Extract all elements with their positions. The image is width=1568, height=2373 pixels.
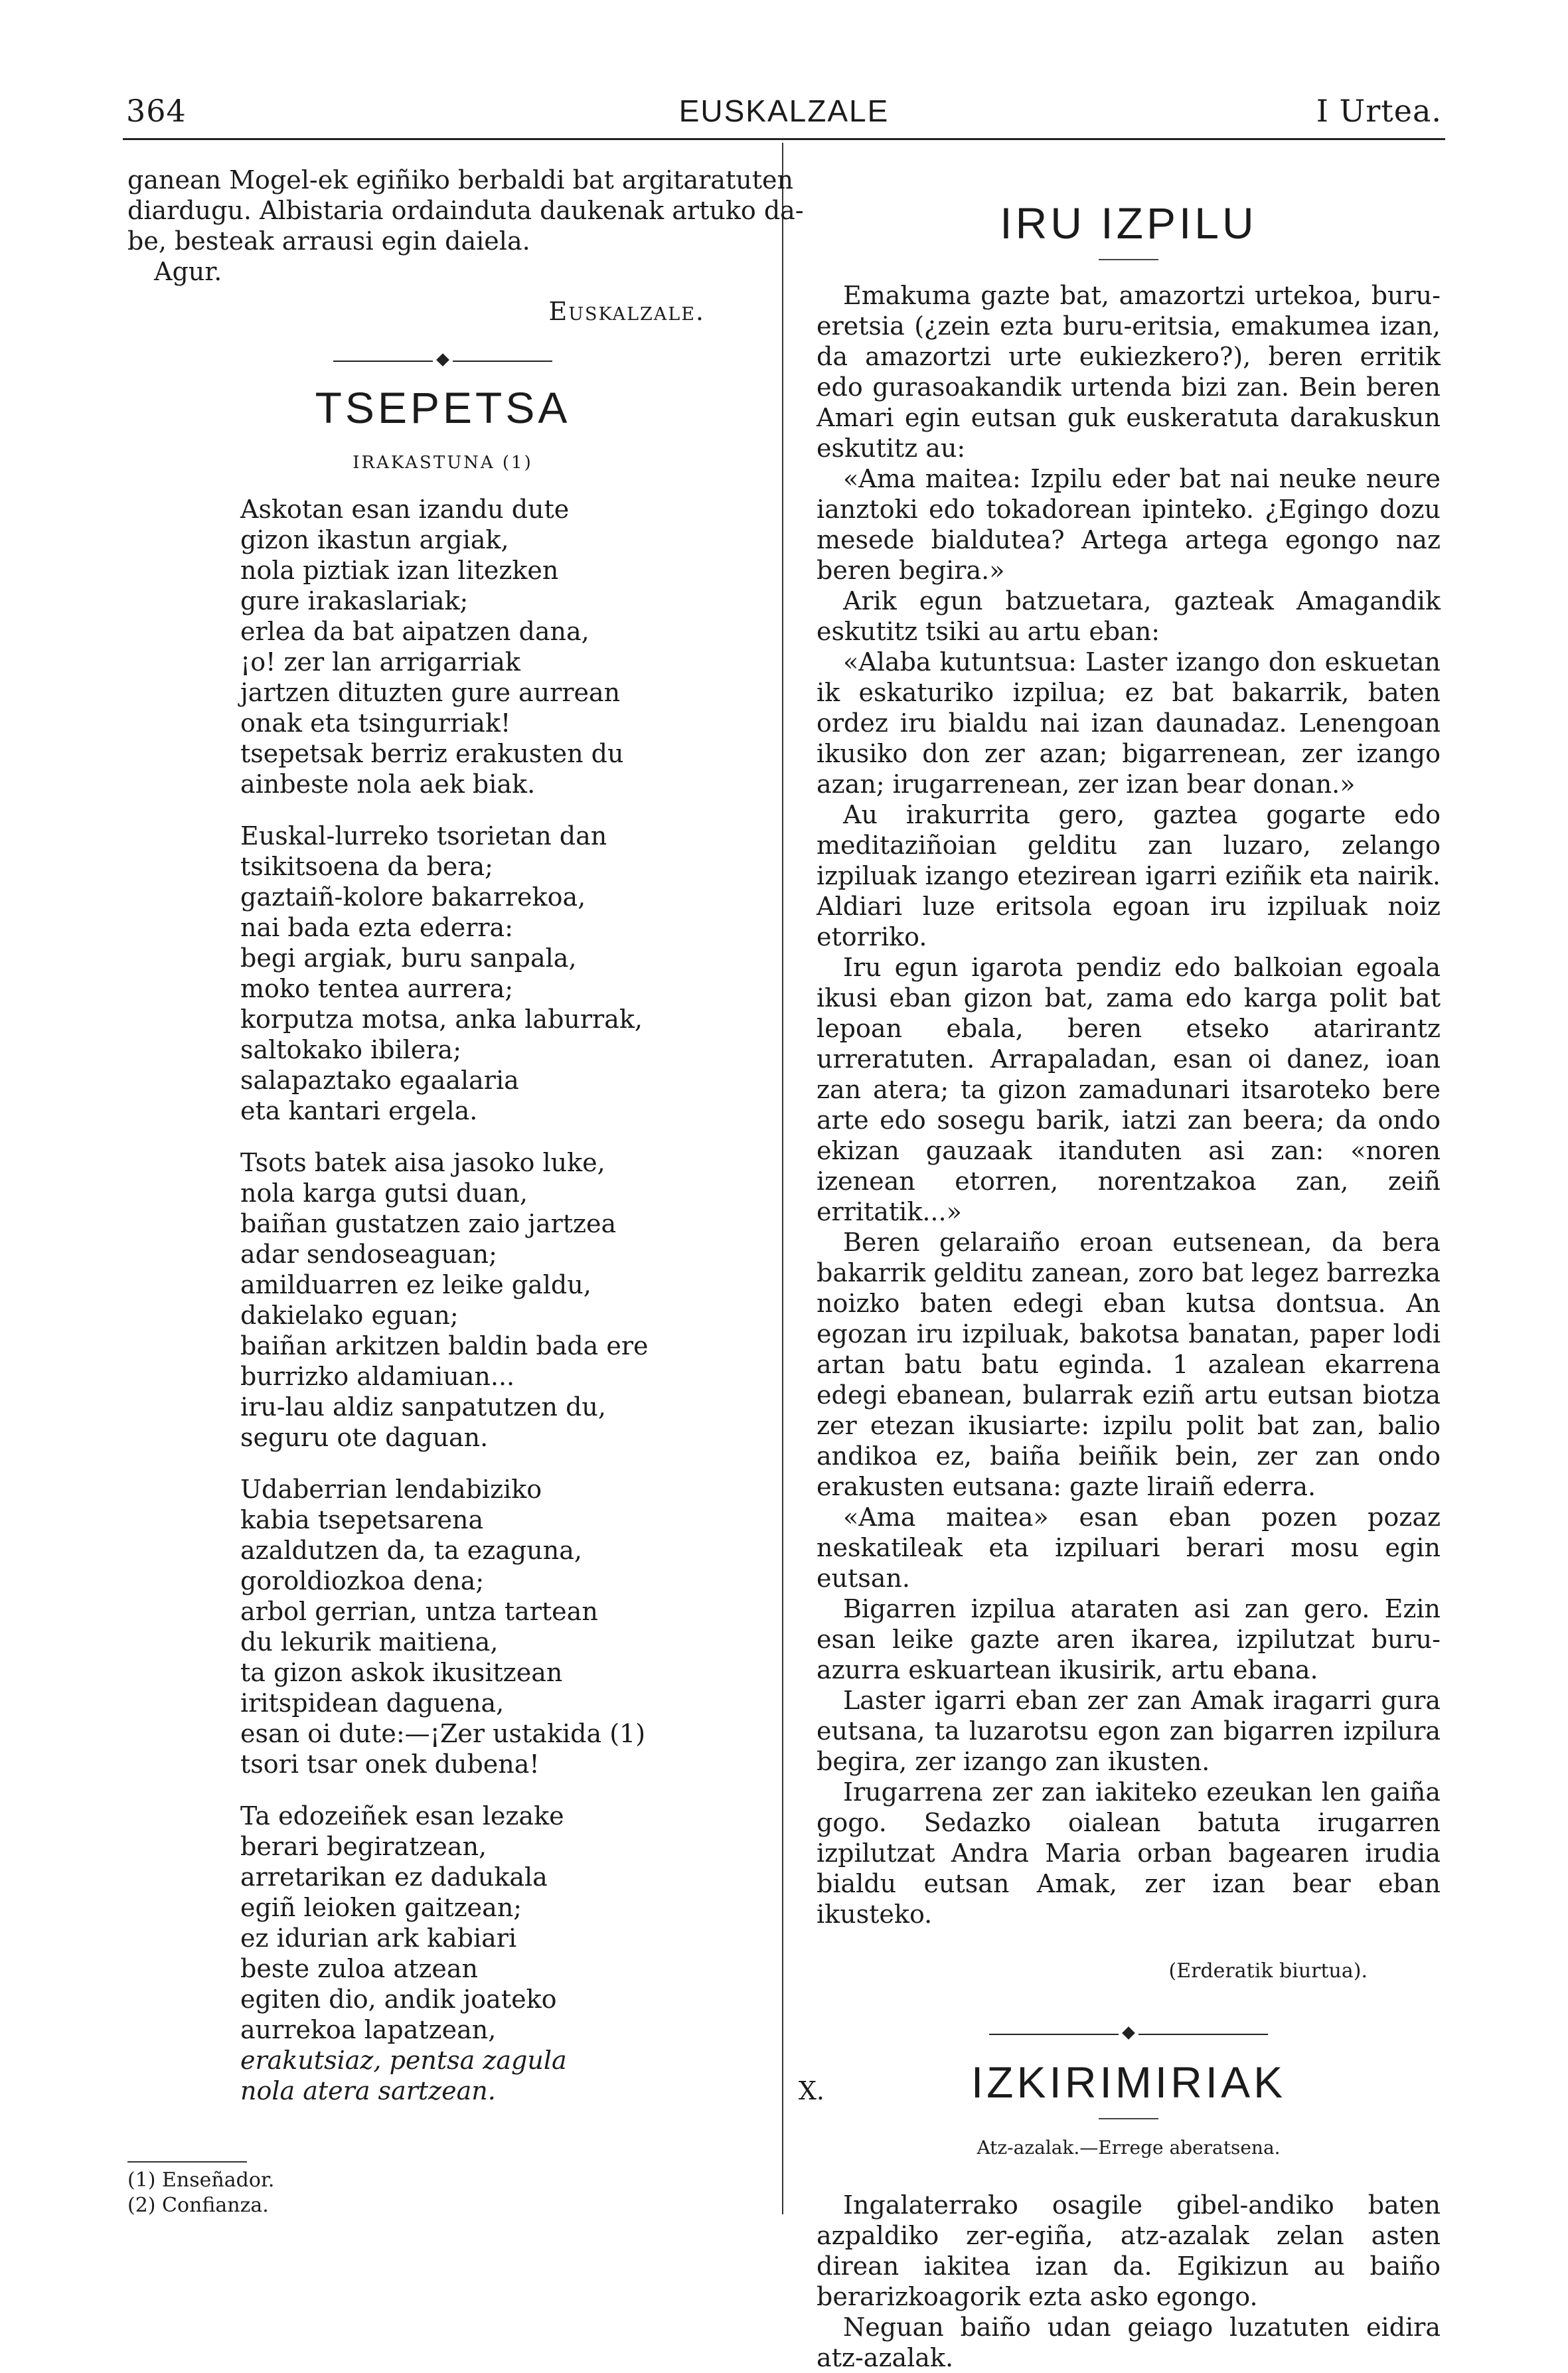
poem-stanza	[240, 1801, 824, 2106]
verse-line: burrizko aldamiuan...	[240, 1362, 515, 1391]
intro-text	[127, 165, 804, 287]
translation-note: (Erderatik biurtua).	[1168, 1959, 1368, 1983]
journal-title: EUSKALZALE	[678, 94, 890, 128]
paragraph: Iru egun igarota pendiz edo balkoian egoala ikusi eban gizon bat, zama edo karga polit bat lepoan ebala, beren etseko atarirantz urreratuten. Arrapaladan, esan oi danez, ioan zan atera; ta gizon zamadunari itsaroteko bere arte edo sosegu barik, iatzi zan beera; da ondo ekizan gauzaak itanduten asi zan: «noren izenean etorren, norentzakoa zan, zeiñ erritatik...»	[817, 953, 1441, 1226]
verse-line: gaztaiñ-kolore bakarrekoa,	[240, 882, 586, 912]
verse-line: arbol gerrian, untza tartean	[240, 1597, 598, 1626]
poem-dedication: IRAKASTUNA (1)	[353, 453, 533, 473]
footnote: (2) Confianza.	[127, 2194, 269, 2217]
verse-line: Euskal-lurreko tsorietan dan	[240, 821, 607, 851]
section-title: IZKIRIMIRIAK	[971, 2058, 1287, 2107]
paragraph: Bigarren izpilua ataraten asi zan gero. Ezin esan leike gazte aren ikarea, izpilutzat buru-azurra eskuartean ikusirik, artu ebana.	[817, 1594, 1441, 1684]
story-title: IRU IZPILU	[1000, 199, 1257, 248]
verse-line: tsikitsoena da bera;	[240, 852, 493, 881]
agur-line: Agur.	[154, 257, 222, 286]
verse-line: erakutsiaz, pentsa zagula	[240, 2046, 567, 2075]
verse-line: ez idurian ark kabiari	[240, 1923, 517, 1953]
verse-line: erlea da bat aipatzen dana,	[240, 617, 589, 646]
paragraph: Au irakurrita gero, gaztea gogarte edo meditaziñoian gelditu zan luzaro, zelango izpiluak izango etezirean igarri eziñik eta nairik. Aldiari luze eritsola egoan iru izpiluak noiz etorriko.	[817, 800, 1441, 951]
poem-signature: X.	[798, 2076, 824, 2105]
poem-title: TSEPETSA	[315, 383, 571, 432]
verse-line: salapaztako egaalaria	[240, 1066, 519, 1095]
verse-line: nola karga gutsi duan,	[240, 1179, 528, 1208]
paragraph: Irugarrena zer zan iakiteko ezeukan len gaiña gogo. Sedazko oialean batuta irugarren izpilutzat Andra Maria orban bagearen irudia bialdu eutsan Amak, zer izan bear eban ikusteko.	[817, 1777, 1441, 1929]
paragraph: Beren gelaraiño eroan eutsenean, da bera bakarrik gelditu zanean, zoro bat legez barrezka noizko baten edegi eban kutsa dontsua. An egozan iru izpiluak, bakotsa banatan, paper lodi artan batu batu eginda. 1 azalean ekarrena edegi ebanean, bularrak eziñ artu eutsan biotza zer etezan ikusiarte: izpilu polit bat zan, balio andikoa ez, baiña beiñik bein, zer zan ondo erakusten eutsana: gazte liraiñ ederra.	[817, 1228, 1441, 1501]
verse-line: Askotan esan izandu dute	[240, 495, 570, 524]
paragraph: «Alaba kutuntsua: Laster izango don eskuetan ik eskaturiko izpilua; ez bat bakarrik, baten ordez iru bialdu nai izan daunadaz. Lenengoan ikusiko don zer azan; bigarrenean, zer izango azan; irugarrenean, zer izan bear donan.»	[817, 647, 1441, 799]
verse-line: berari begiratzean,	[240, 1832, 487, 1861]
verse-line: nola atera sartzean.	[240, 2076, 496, 2105]
paragraph: «Ama maitea: Izpilu eder bat nai neuke neure ianztoki edo tokadorean ipinteko. ¿Egingo dozu mesede bialdutea? Artega artega egongo naz beren begira.»	[817, 464, 1441, 585]
verse-line: tsori tsar onek dubena!	[240, 1750, 540, 1779]
poem-stanza	[240, 494, 758, 799]
verse-line: beste zuloa atzean	[240, 1954, 478, 1983]
verse-line: onak eta tsingurriak!	[240, 708, 511, 738]
footnote-rule	[127, 2161, 247, 2163]
section-subtitle: Atz-azalak.—Errege aberatsena.	[977, 2137, 1281, 2159]
paragraph: Arik egun batzuetara, gazteak Amagandik eskutitz tsiki au artu eban:	[817, 586, 1441, 646]
verse-line: eta kantari ergela.	[240, 1096, 478, 1125]
poem-stanza	[240, 821, 758, 1126]
verse-line: arretarikan ez dadukala	[240, 1862, 548, 1892]
paragraph: Laster igarri eban zer zan Amak iragarri gura eutsana, ta luzarotsu egon zan bigarren izpilura begira, zer izango zan ikusten.	[817, 1686, 1441, 1776]
poem-stanza	[240, 1147, 758, 1453]
signature: Euskalzale.	[548, 297, 705, 326]
poem-stanza	[240, 1474, 758, 1779]
verse-line: egiñ leioken gaitzean;	[240, 1893, 522, 1922]
verse-line: ainbeste nola aek biak.	[240, 770, 536, 799]
verse-line: saltokako ibilera;	[240, 1035, 462, 1064]
verse-line: jartzen dituzten gure aurrean	[240, 678, 621, 707]
verse-line: adar sendoseaguan;	[240, 1240, 497, 1269]
ornament-divider	[333, 353, 552, 369]
paragraph: Emakuma gazte bat, amazortzi urtekoa, buru-eretsia (¿zein ezta buru-eritsia, emakumea izan, da amazortzi urte eukiezkero?), beren erritik edo gurasoakandik urtenda bizi zan. Bein beren Amari egin eutsan guk euskeratuta darakuskun eskutitz au:	[817, 281, 1441, 463]
verse-line: korputza motsa, anka laburrak,	[240, 1005, 643, 1034]
verse-line: ta gizon askok ikusitzean	[240, 1658, 563, 1687]
verse-line: Ta edozeiñek esan lezake	[240, 1801, 564, 1831]
verse-line: tsepetsak berriz erakusten du	[240, 739, 624, 768]
verse-line: nai bada ezta ederra:	[240, 913, 514, 942]
verse-line: dakielako eguan;	[240, 1301, 459, 1330]
verse-line: Tsots batek aisa jasoko luke,	[240, 1148, 605, 1177]
title-rule	[1099, 259, 1158, 260]
verse-line: seguru ote daguan.	[240, 1423, 489, 1452]
verse-line: iru-lau aldiz sanpatutzen du,	[240, 1392, 606, 1422]
paragraph: Neguan baiño udan geiago luzatuten eidira atz-azalak.	[817, 2313, 1441, 2372]
verse-line: azaldutzen da, ta ezaguna,	[240, 1536, 582, 1565]
verse-line: moko tentea aurrera;	[240, 974, 514, 1003]
right-column	[817, 165, 1441, 2373]
column-divider	[782, 143, 783, 2214]
verse-line: egiten dio, andik joateko	[240, 1985, 557, 2014]
intro-line: diardugu. Albistaria ordainduta daukenak artuko da-	[127, 196, 804, 225]
verse-line: kabia tsepetsarena	[240, 1505, 484, 1534]
page-number: 364	[126, 93, 187, 129]
title-rule	[1099, 2118, 1158, 2119]
verse-line: ¡o! zer lan arrigarriak	[240, 647, 520, 677]
verse-line: baiñan arkitzen baldin bada ere	[240, 1331, 649, 1360]
verse-line: amilduarren ez leike galdu,	[240, 1270, 591, 1299]
intro-line: be, besteak arrausi egin daiela.	[127, 226, 530, 256]
paragraph: «Ama maitea» esan eban pozen pozaz neskatileak eta izpiluari berari mosu egin eutsan.	[817, 1503, 1441, 1593]
verse-line: gure irakaslariak;	[240, 586, 469, 615]
verse-line: esan oi dute:—¡Zer ustakida (1)	[240, 1719, 646, 1748]
verse-line: du lekurik maitiena,	[240, 1627, 499, 1657]
footnote: (1) Enseñador.	[127, 2168, 275, 2192]
verse-line: gizon ikastun argiak,	[240, 525, 509, 554]
verse-line: iritspidean daguena,	[240, 1688, 505, 1718]
verse-line: aurrekoa lapatzean,	[240, 2015, 497, 2044]
verse-line: begi argiak, buru sanpala,	[240, 943, 577, 973]
intro-line: ganean Mogel-ek egiñiko berbaldi bat argitaratuten	[127, 165, 793, 195]
verse-line: goroldiozkoa dena;	[240, 1566, 485, 1596]
verse-line: baiñan gustatzen zaio jartzea	[240, 1209, 617, 1238]
verse-line: nola piztiak izan litezken	[240, 556, 559, 585]
paragraph: Ingalaterrako osagile gibel-andiko baten azpaldiko zer-egiña, atz-azalak zelan asten direan iakitea izan da. Egikizun au baiño berarizkoagorik ezta asko egongo.	[817, 2190, 1441, 2311]
verse-line: Udaberrian lendabiziko	[240, 1475, 542, 1504]
left-column	[127, 165, 824, 2127]
header-rule	[123, 138, 1445, 140]
ornament-divider	[989, 2026, 1268, 2042]
footnotes	[127, 2168, 274, 2218]
issue-label: I Urtea.	[1316, 93, 1442, 129]
